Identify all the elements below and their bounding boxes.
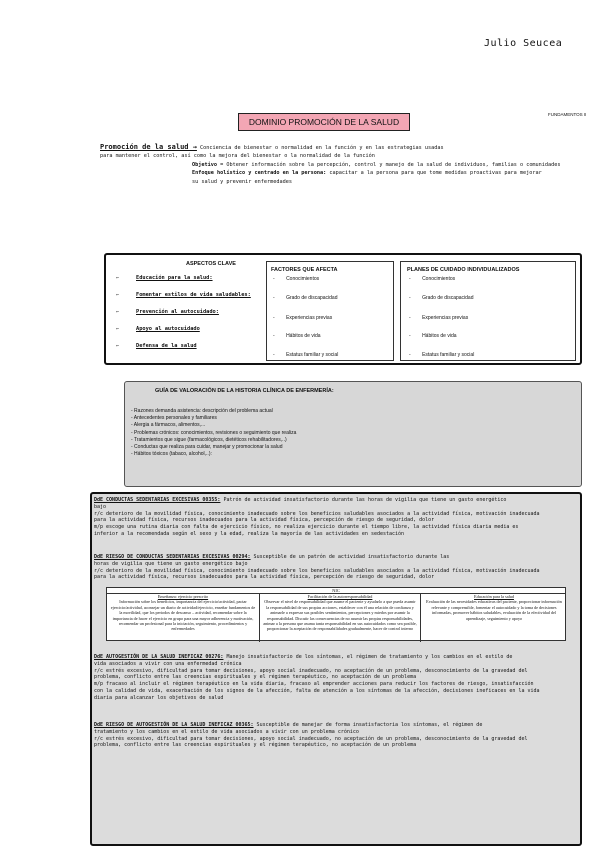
approach-text-2: su salud y prevenir enfermedades (192, 178, 292, 185)
guide-item: - Tratamientos que sigue (farmacológicos, dietéticos rehabilitadores,..) (131, 436, 287, 443)
factor-item: - Grado de discapacidad (273, 295, 338, 301)
nic-col-exercise: Enseñanza: ejercicio prescrito Información sobre los beneficios, importancia del ejercicio/actividad, pactar ejercicio/actividad, aconsejar un diario de actividad/ejercicio, enseñar fundamentos de la movilidad, que los periodos de descanso – actividad, recomendar sobre la importancia de hacer el ejercicio en grupo para una mayor adherencia y motivación, recomendar un profesional para la iniciación, seguimiento, procedimientos y enfermedades (110, 594, 256, 632)
key-aspects-box (104, 253, 582, 365)
factor-item: - Conocimientos (273, 276, 320, 282)
factor-item: - Estatus familiar y social (273, 352, 339, 358)
intro-keyword: Promoción de la salud → (100, 143, 197, 151)
nic-table (106, 587, 566, 641)
factor-item: - Experiencias previas (273, 315, 333, 321)
guide-item: - Problemas crónicos: conocimientos, revisiones o seguimiento que realiza (131, 429, 297, 436)
arrow-icon: ← (116, 275, 120, 281)
nic-col-responsibility: Facilitación de la autorresponsabilidad Observar el nivel de responsabilidad que asume el paciente y ayudarlo a que pueda asumir la responsabilidad de sus propias acciones, establecer con él una relación de confianza y animarle a expresar sus posibles sentimientos, percepciones y miedos por asumir la responsabilidad. Discutir las consecuencias de no asumir las propias responsabilidades, animar a la persona que asuma tanta responsabilidad en sus autocuidados como sea posible, proporcionar la aceptación de responsabilidades gradualmente, hacer de control interno (263, 594, 417, 632)
factors-box (266, 261, 394, 361)
diagnosis-sedentary-risk: DdE RIESGO DE CONDUCTAS SEDENTARIAS EXCESIVAS 00294: Susceptible de un patrón de actividad insatisfactorio durante las horas de vigilia que tiene un gasto energético bajo r/c deterioro de la movilidad física, conocimiento inadecuado sobre los beneficios saludables asociados a la actividad física, motivación inadecuada para la actividad física, recursos inadecuados para la actividad física, percepción de riesgo de seguridad, dolor (94, 554, 540, 581)
key-aspect-item: Defensa de la salud (136, 343, 197, 349)
guide-item: - Conductas que realiza para cuidar, manejar y promocionar la salud (131, 444, 283, 451)
assessment-guide-box (124, 381, 582, 487)
arrow-icon: ← (116, 326, 120, 332)
objective-label: Objetivo (192, 161, 217, 168)
plan-item: - Hábitos de vida (409, 333, 457, 339)
arrow-icon: ← (116, 343, 120, 349)
nic-col-education: Educación para la salud Evaluación de las necesidades educativas del paciente, proporcionar información relevante y comprensible, fomentar el autocuidado y la toma de decisiones informadas, promover hábitos saludables, evaluación de la efectividad del aprendizaje, seguimiento y apoyo (426, 594, 562, 621)
plan-item: - Estatus familiar y social (409, 352, 475, 358)
intro-line2: para mantener el control, así como la mejora del bienestar o la normalidad de la función (100, 153, 375, 160)
plans-title: PLANES DE CUIDADO INDIVIDUALIZADOS (407, 267, 520, 273)
diagnosis-sedentary: DdE CONDUCTAS SEDENTARIAS EXCESIVAS 00355: Patrón de actividad insatisfactorio durante las horas de vigilia que tiene un gasto energético bajo r/c deterioro de la movilidad física, conocimiento inadecuado sobre los beneficios saludables asociados a la actividad física, motivación inadecuada para la actividad física, recursos inadecuados para la actividad física, percepción de riesgo de seguridad, dolor m/p escoge una rutina diaria con falta de ejercicio físico, no realiza ejercicio durante el tiempo libre, la actividad física diaria media es inferior a la recomendada según el sexo y la edad, realiza la mayoría de las actividades en sedestación (94, 497, 540, 537)
diagnosis-self-management: DdE AUTOGESTIÓN DE LA SALUD INEFICAZ 00276: Manejo insatisfactorio de los síntomas, el régimen de tratamiento y los cambios en el estilo de vida asociados a vivir con una enfermedad crónica r/c estrés excesivo, dificultad para tomar decisiones, apoyo social inadecuado, no aceptación de un problema, desconocimiento de la gravedad del problema, conflicto entre las creencias espirituales y el régimen terapéutico, no aceptación de un problema m/p fracaso al incluir el régimen terapéutico en la vida diaria, fracaso al emprender acciones para reducir los factores de riesgo, insatisfacción con la calidad de vida, exacerbación de los signos de la afección, falta de atención a los síntomas de la afección, decisiones ineficaces en la vida diaria para alcanzar los objetivos de salud (94, 654, 540, 701)
intro-section (100, 143, 570, 186)
arrow-icon: ← (116, 292, 120, 298)
key-aspect-item: Prevención al autocuidado: (136, 309, 219, 315)
guide-item: - Hábitos tóxicos (tabaco, alcohol,..): (131, 451, 212, 458)
guide-title: GUÍA DE VALORACIÓN DE LA HISTORIA CLÍNICA DE ENFERMERÍA: (155, 388, 334, 394)
plans-box (400, 261, 576, 361)
intro-line1: Conciencia de bienestar o normalidad en la función y en las estrategias usadas (196, 145, 444, 151)
approach-text: capacitar a la persona para que tome medidas proactivas para mejorar (326, 170, 542, 177)
diagnoses-box (90, 492, 582, 846)
arrow-icon: ← (116, 309, 120, 315)
plan-item: - Grado de discapacidad (409, 295, 474, 301)
guide-item: - Antecedentes personales y familiares (131, 415, 217, 422)
plan-item: - Conocimientos (409, 276, 456, 282)
key-aspect-item: Apoyo al autocuidado (136, 326, 200, 332)
plan-item: - Experiencias previas (409, 315, 469, 321)
nic-header: NIC (107, 588, 565, 594)
author-name: Julio Seucea (484, 38, 563, 49)
key-aspects-title: ASPECTOS CLAVE (186, 261, 236, 267)
objective-text: = Obtener información sobre la percepción, control y manejo de la salud de individuos, familias o comunidades (217, 161, 561, 168)
guide-item: - Alergia a fármacos, alimentos,... (131, 422, 206, 429)
factors-title: FACTORES QUE AFECTA (271, 267, 338, 273)
subject-tag: FUNDAMENTOS II (548, 112, 587, 117)
guide-item: - Razones demanda asistencia: descripción del problema actual (131, 408, 273, 414)
key-aspects-list (116, 273, 266, 358)
page-title: DOMINIO PROMOCIÓN DE LA SALUD (238, 113, 410, 131)
key-aspect-item: Fomentar estilos de vida saludables: (136, 292, 251, 298)
factor-item: - Hábitos de vida (273, 333, 321, 339)
guide-list (131, 408, 296, 458)
key-aspect-item: Educación para la salud: (136, 275, 213, 281)
diagnosis-self-management-risk: DdE RIESGO DE AUTOGESTIÓN DE LA SALUD INEFICAZ 00365: Susceptible de manejar de forma insatisfactoria los síntomas, el régimen de tratamiento y los cambios en el estilo de vida asociados a vivir con un problema crónico r/c estrés excesivo, dificultad para tomar decisiones, apoyo social inadecuado, no aceptación de un problema, desconocimiento de la gravedad del problema, conflicto entre las creencias espirituales y el régimen terapéutico, no aceptación de un problema (94, 722, 528, 749)
approach-label: Enfoque holístico y centrado en la persona: (192, 170, 327, 177)
